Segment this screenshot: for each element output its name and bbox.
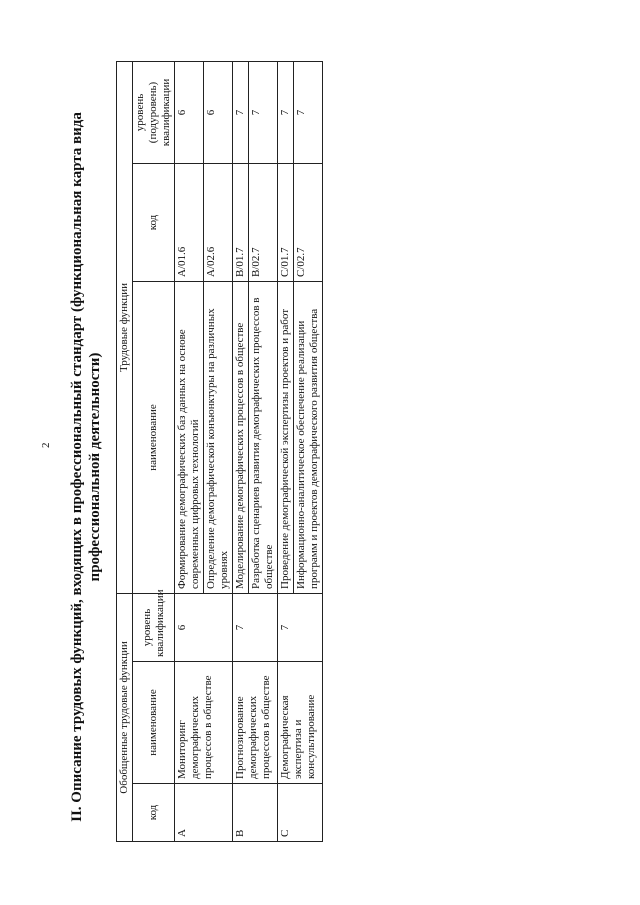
function-level-cell: 7: [278, 61, 294, 163]
header-qualification-level: уровень квалификации: [133, 593, 175, 661]
function-code-cell: B/01.7: [233, 163, 249, 281]
group-name-cell: Демографическая экспертиза и консультирование: [278, 662, 323, 784]
group-name-cell: Мониторинг демографических процессов в обществе: [175, 662, 233, 784]
function-level-cell: 6: [175, 61, 204, 163]
group-level-cell: 7: [278, 593, 323, 661]
function-name-cell: Определение демографической конъюнктуры на различных уровнях: [204, 281, 233, 593]
rotated-page-content: [40, 62, 600, 872]
function-code-cell: A/02.6: [204, 163, 233, 281]
functional-map-table-wrapper: [116, 62, 323, 842]
group-code-cell: B: [233, 784, 278, 842]
function-level-cell: 6: [204, 61, 233, 163]
function-code-cell: B/02.7: [249, 163, 278, 281]
function-code-cell: C/02.7: [294, 163, 323, 281]
header-row-groups: [117, 61, 133, 841]
table-row: [175, 61, 204, 841]
group-level-cell: 6: [175, 593, 233, 661]
function-name-cell: Моделирование демографических процессов в обществе: [233, 281, 249, 593]
group-code-cell: A: [175, 784, 233, 842]
group-code-cell: C: [278, 784, 323, 842]
header-labor-functions: Трудовые функции: [117, 61, 133, 593]
function-name-cell: Разработка сценариев развития демографических процессов в обществе: [249, 281, 278, 593]
function-name-cell: Проведение демографической экспертизы проектов и работ: [278, 281, 294, 593]
header-generalized-functions: Обобщенные трудовые функции: [117, 593, 133, 841]
function-code-cell: A/01.6: [175, 163, 204, 281]
table-row: [278, 61, 294, 841]
header-row-columns: [133, 61, 175, 841]
functional-map-table: [116, 61, 323, 842]
section-heading: [68, 62, 104, 872]
group-name-cell: Прогнозирование демографических процессов в обществе: [233, 662, 278, 784]
function-name-cell: Формирование демографических баз данных на основе современных цифровых технологий: [175, 281, 204, 593]
function-name-cell: Информационно-аналитическое обеспечение реализации программ и проектов демографического развития общества: [294, 281, 323, 593]
section-heading-line-2: профессиональной деятельности): [87, 352, 103, 582]
table-row: [233, 61, 249, 841]
function-level-cell: 7: [233, 61, 249, 163]
header-labor-level: уровень (подуровень) квалификации: [133, 61, 175, 163]
header-name: наименование: [133, 662, 175, 784]
section-heading-line-1: II. Описание трудовых функций, входящих в профессиональный стандарт (функциональная карта вида: [69, 112, 85, 822]
header-labor-name: наименование: [133, 281, 175, 593]
function-level-cell: 7: [294, 61, 323, 163]
group-level-cell: 7: [233, 593, 278, 661]
function-level-cell: 7: [249, 61, 278, 163]
header-labor-code: код: [133, 163, 175, 281]
function-code-cell: C/01.7: [278, 163, 294, 281]
page-number: 2: [40, 442, 52, 448]
header-code: код: [133, 784, 175, 842]
